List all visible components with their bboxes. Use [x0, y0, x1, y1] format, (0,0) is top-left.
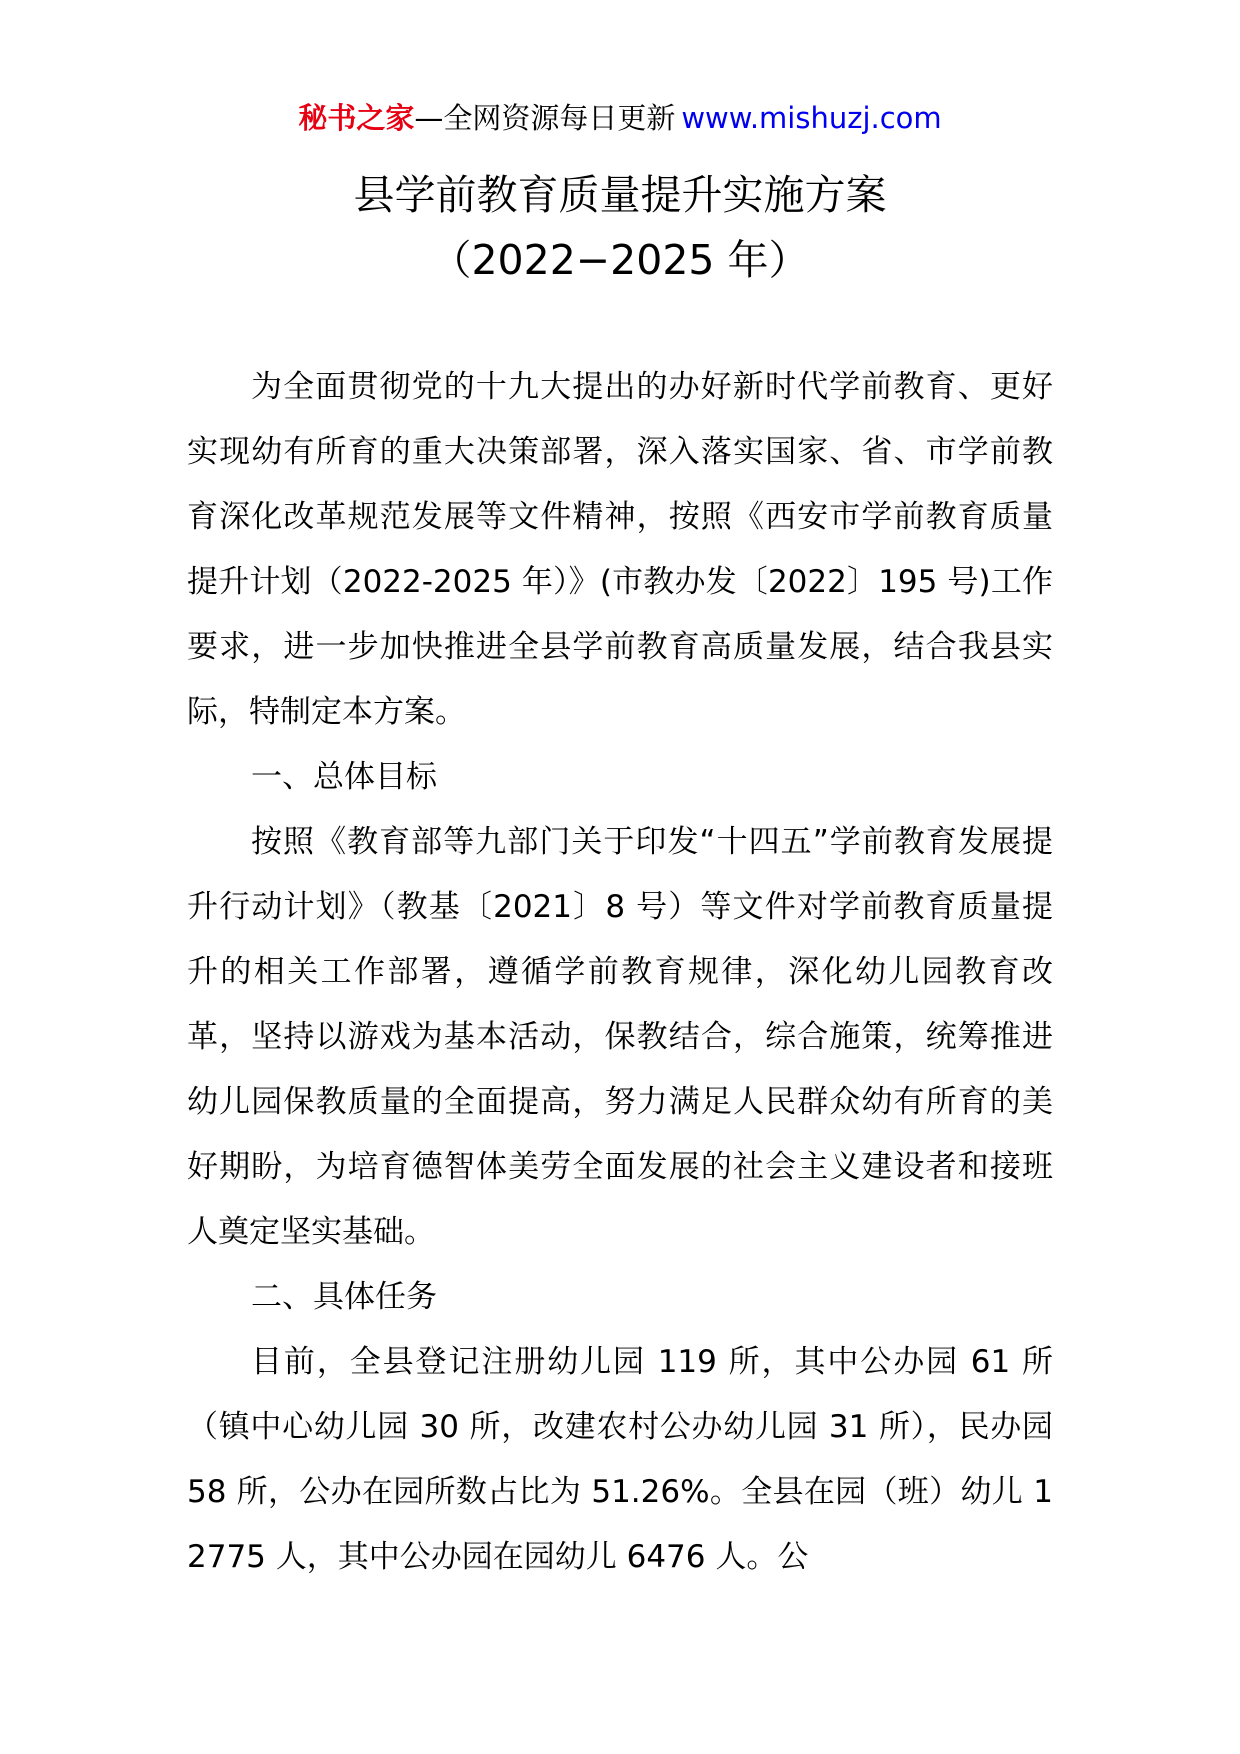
- site-url-link[interactable]: www.mishuzj.com: [681, 101, 942, 135]
- goals-paragraph: 按照《教育部等九部门关于印发“十四五”学前教育发展提升行动计划》（教基〔2021〕8 号）等文件对学前教育质量提升的相关工作部署，遵循学前教育规律，深化幼儿园教育改革，坚持以游戏为基本活动，保教结合，综合施策，统筹推进幼儿园保教质量的全面提高，努力满足人民群众幼有所育的美好期盼，为培育德智体美劳全面发展的社会主义建设者和接班人奠定坚实基础。: [187, 824, 1053, 1250]
- intro-paragraph: 为全面贯彻党的十九大提出的办好新时代学前教育、更好实现幼有所育的重大决策部署，深入落实国家、省、市学前教育深化改革规范发展等文件精神，按照《西安市学前教育质量提升计划（2022-2025 年）》(市教办发〔2022〕195 号)工作要求，进一步加快推进全县学前教育高质量发展，结合我县实际，特制定本方案。: [187, 369, 1053, 730]
- document-title: 县学前教育质量提升实施方案: [353, 171, 887, 219]
- document-body: [187, 355, 1053, 1590]
- tasks-paragraph: 目前，全县登记注册幼儿园 119 所，其中公办园 61 所（镇中心幼儿园 30 所，改建农村公办幼儿园 31 所），民办园 58 所，公办在园所数占比为 51.26%。全县在园（班）幼儿 12775 人，其中公办园在园幼儿 6476 人。公: [187, 1344, 1053, 1575]
- site-header: [0, 98, 1240, 138]
- document-subtitle: （2022−2025 年）: [430, 236, 810, 284]
- brand-name: 秘书之家: [298, 101, 415, 135]
- header-tagline: —全网资源每日更新: [414, 101, 676, 135]
- section-heading-specific-tasks: 二、具体任务: [251, 1279, 437, 1315]
- section-heading-overall-goals: 一、总体目标: [251, 759, 437, 795]
